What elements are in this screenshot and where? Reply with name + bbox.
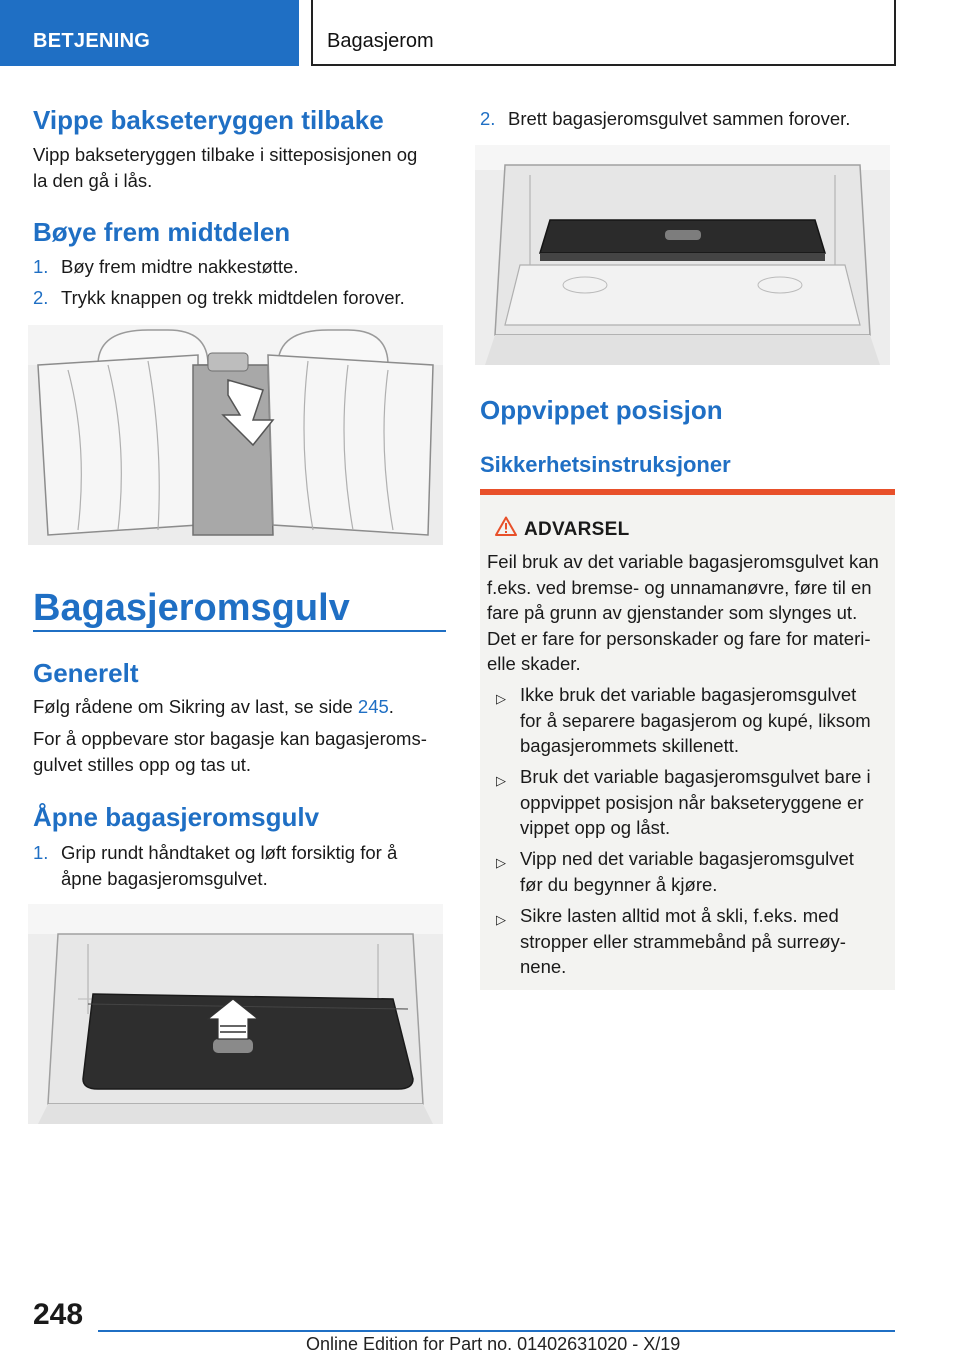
warning-line: Det er fare for personskader og fare for materi- [487, 627, 871, 649]
step-number: 1. [33, 256, 49, 277]
warning-bullet [496, 764, 876, 841]
bullet-line: stropper eller strammebånd på surreøy- [520, 930, 846, 952]
warning-label: ADVARSEL [524, 519, 630, 540]
general-paragraph1 [33, 694, 394, 720]
step-text [61, 840, 397, 892]
bullet-triangle-icon: ▷ [496, 855, 506, 870]
warning-box [480, 489, 895, 990]
list-item [33, 285, 405, 311]
chapter-label: Bagasjerom [327, 30, 434, 52]
bullet-triangle-icon: ▷ [496, 773, 506, 788]
heading-fold-middle: Bøye frem midtdelen [33, 217, 291, 247]
warning-accent-bar [480, 489, 895, 495]
warning-bullet [496, 682, 876, 759]
step-number: 2. [480, 108, 496, 129]
footer-edition: Online Edition for Part no. 01402631020 - X/19 [306, 1334, 681, 1354]
warning-body [487, 549, 891, 677]
bullet-line: vippet opp og låst. [520, 817, 671, 838]
tilt-back-line2: la den gå i lås. [33, 170, 153, 191]
step-text: Trykk knappen og trekk midtdelen forover. [61, 287, 405, 308]
general-paragraph2-line2: gulvet stilles opp og tas ut. [33, 754, 252, 775]
section-label: BETJENING [33, 30, 151, 52]
rear-seat-illustration [28, 325, 443, 545]
warning-line: Feil bruk av det variable bagasjeromsgulvet kan [487, 551, 879, 572]
footer-rule [98, 1330, 895, 1332]
bullet-triangle-icon: ▷ [496, 691, 506, 706]
chapter-header [311, 0, 896, 66]
bullet-line: Ikke bruk det variable bagasjeromsgulvet [520, 684, 857, 705]
bullet-line: nene. [520, 956, 567, 977]
list-item [480, 106, 850, 132]
bullet-line: Vipp ned det variable bagasjeromsgulvet [520, 848, 854, 869]
general-text: Følg rådene om Sikring av last, se side [33, 696, 358, 717]
period: . [388, 696, 394, 717]
chapter-title: Bagasjeromsgulv [33, 587, 350, 629]
list-item [33, 254, 298, 280]
chapter-title-rule [33, 630, 446, 632]
warning-line: elle skader. [487, 653, 581, 674]
bullet-triangle-icon: ▷ [496, 912, 506, 927]
trunk-floor-open-illustration [28, 904, 443, 1124]
tilt-back-line1: Vipp bakseteryggen tilbake i sitteposisjonen og [33, 144, 418, 165]
warning-bullet [496, 903, 876, 980]
step-text: Bøy frem midtre nakkestøtte. [61, 256, 299, 277]
step-number: 1. [33, 842, 49, 863]
page-number: 248 [33, 1298, 84, 1331]
heading-open-floor: Åpne bagasjeromsgulv [33, 802, 320, 832]
warning-line: f.eks. ved bremse- og unnamanøvre, føre til en [487, 576, 872, 598]
bullet-line: for å separere bagasjerom og kupé, liksom [520, 709, 871, 731]
bullet-line: bagasjerommets skillenett. [520, 735, 740, 756]
trunk-floor-folded-illustration [475, 145, 890, 365]
warning-bullet [496, 846, 876, 897]
step-number: 2. [33, 287, 49, 308]
bullet-line: før du begynner å kjøre. [520, 873, 718, 895]
general-paragraph2-line1: For å oppbevare stor bagasje kan bagasjeroms- [33, 728, 427, 749]
heading-tilt-back: Vippe bakseteryggen tilbake [33, 105, 384, 135]
warning-line: fare på grunn av gjenstander som slynges ut. [487, 602, 858, 623]
bullet-line: Bruk det variable bagasjeromsgulvet bare i [520, 766, 871, 787]
step-text-line2: åpne bagasjeromsgulvet. [61, 868, 268, 889]
heading-general: Generelt [33, 658, 139, 688]
bullet-line: Sikre lasten alltid mot å skli, f.eks. med [520, 905, 839, 926]
list-item [33, 840, 397, 892]
warning-triangle-icon [495, 516, 517, 536]
step-text: Brett bagasjeromsgulvet sammen forover. [508, 108, 851, 129]
step-text-line1: Grip rundt håndtaket og løft forsiktig for å [61, 842, 398, 863]
heading-safety-instructions: Sikkerhetsinstruksjoner [480, 452, 731, 477]
heading-tilted-position: Oppvippet posisjon [480, 395, 723, 425]
page-reference-link[interactable]: 245 [357, 696, 389, 717]
section-tab [0, 0, 299, 66]
bullet-line: oppvippet posisjon når bakseteryggene er [520, 791, 864, 813]
